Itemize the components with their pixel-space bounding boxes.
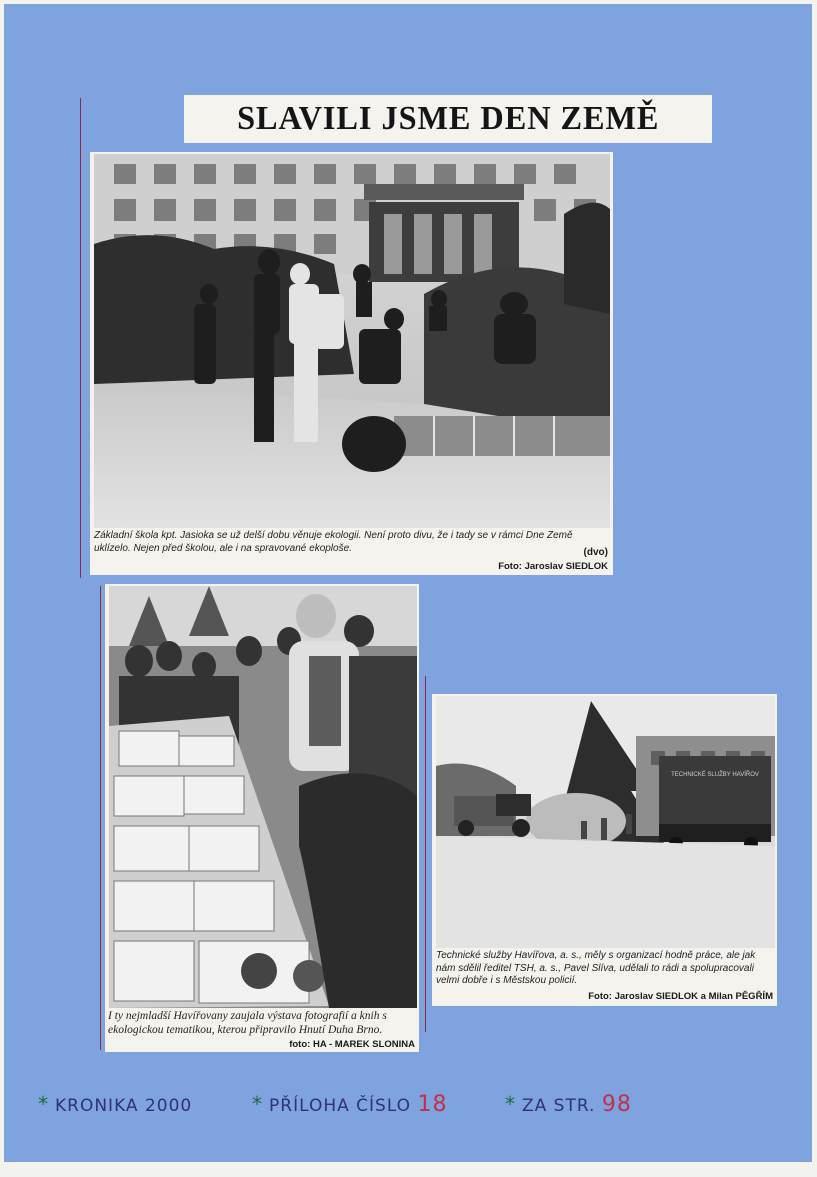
article-school-cleanup: [90, 152, 613, 575]
exhibition-image: [109, 586, 417, 1008]
headline-clipping: [184, 95, 712, 143]
school-cleanup-image: [94, 154, 610, 528]
page-label: ZA STR.: [522, 1096, 596, 1116]
photo-exhibition: [109, 586, 417, 1008]
appendix-label: PŘÍLOHA ČÍSLO: [269, 1096, 412, 1116]
photo-credit-exhibition: foto: HA - MAREK SLONINA: [289, 1039, 415, 1050]
technical-services-image: [436, 696, 775, 948]
star-mark: *: [38, 1092, 49, 1116]
footer-chronicle: [38, 1092, 192, 1116]
footer-page-ref: [505, 1092, 632, 1117]
caption-school-cleanup: Základní škola kpt. Jasioka se už delší dobu věnuje ekologii. Není proto divu, že i tady se v rámci Dne Země uklízelo. Nejen před školou, ale i na spravované ekoploše.: [94, 530, 573, 554]
margin-line: [80, 98, 81, 578]
margin-line: [100, 586, 101, 1050]
star-mark: *: [252, 1092, 263, 1116]
chronicle-label: KRONIKA 2000: [55, 1096, 193, 1116]
footer-appendix: [252, 1092, 447, 1117]
article-technical-services: [432, 694, 777, 1006]
article-exhibition: [105, 584, 419, 1052]
appendix-number: 18: [417, 1092, 448, 1117]
truck-sign: TECHNICKÉ SLUŽBY HAVÍŘOV: [671, 772, 759, 778]
photo-credit-school-cleanup: Foto: Jaroslav SIEDLOK: [498, 561, 608, 572]
headline: SLAVILI JSME DEN ZEMĚ: [236, 100, 660, 137]
star-mark: *: [505, 1092, 516, 1116]
photo-school-cleanup: [94, 154, 610, 528]
photo-credit-technical-services: Foto: Jaroslav SIEDLOK a Milan PĚGŘÍM: [588, 991, 773, 1002]
page-number: 98: [601, 1092, 632, 1117]
photo-technical-services: [436, 696, 775, 948]
margin-line: [425, 676, 426, 1032]
caption-initials: (dvo): [583, 547, 608, 558]
caption-technical-services: Technické služby Havířova, a. s., měly s organizací hodně práce, ale jak nám sdělil ředitel TSH, a. s., Pavel Slíva, udělali to rádi a spolupracovali velmi dobře i s Městskou policií.: [436, 950, 756, 986]
caption-exhibition: I ty nejmladší Havířovany zaujala výstava fotografií a knih s ekologickou tematikou, kterou připravilo Hnutí Duha Brno.: [108, 1010, 387, 1036]
